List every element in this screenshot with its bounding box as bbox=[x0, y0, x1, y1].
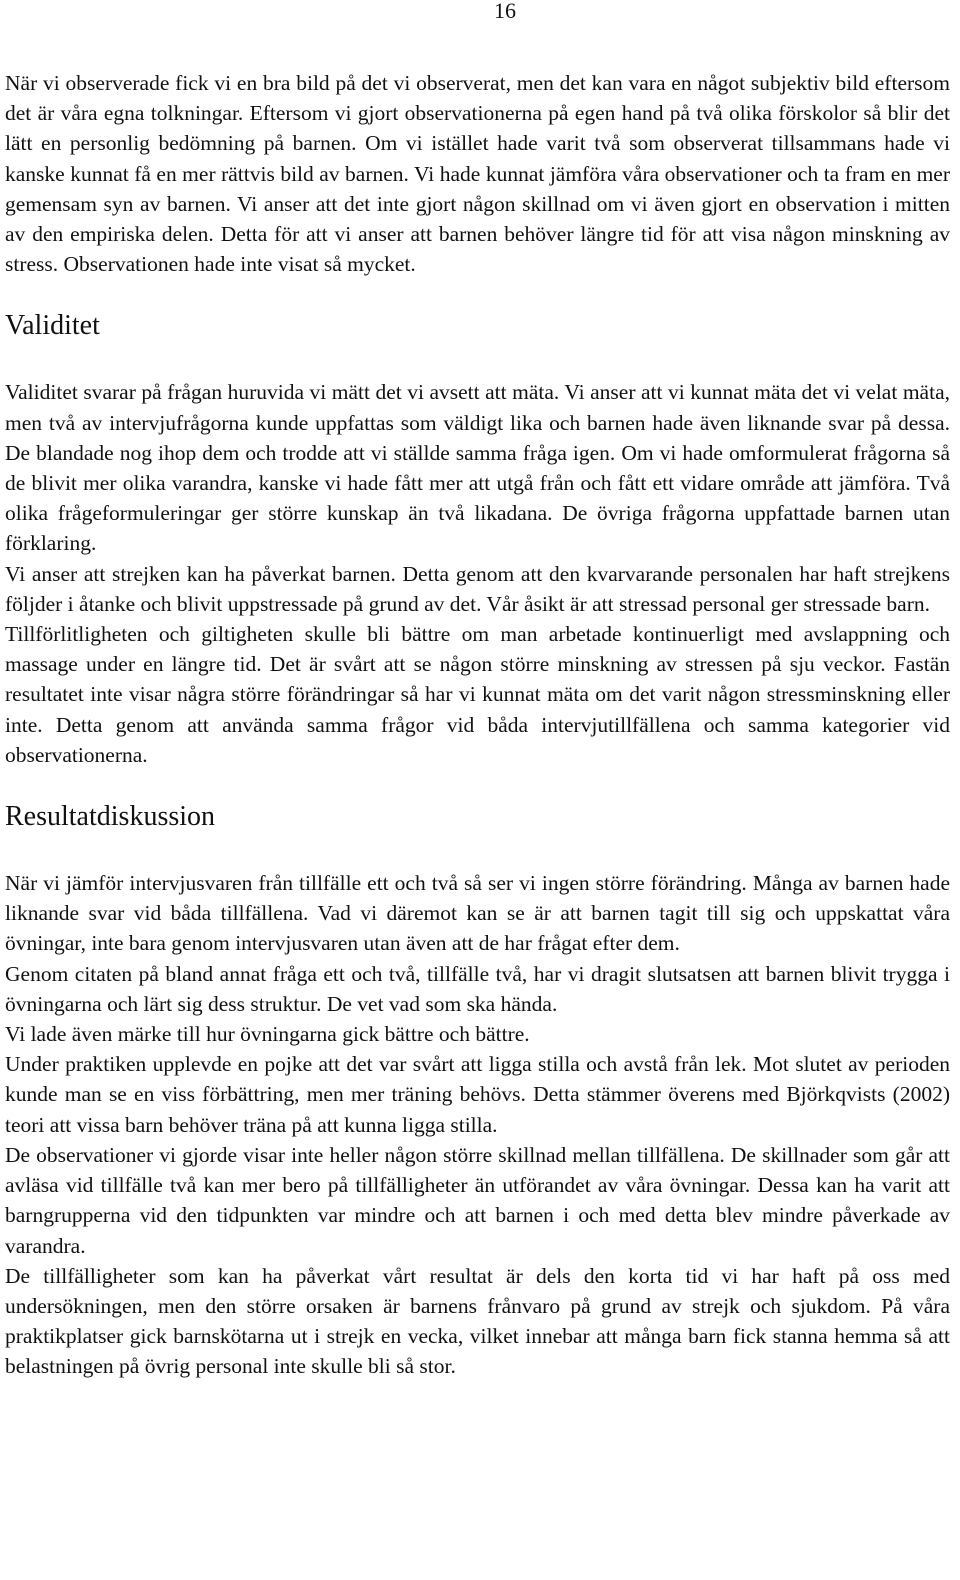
resultat-paragraph-4: Under praktiken upplevde en pojke att det var svårt att ligga stilla och avstå från lek. Mot slutet av perioden kunde man se en viss förbättring, men mer träning behövs. Detta stämmer överens med Björkqvists (2002) teori att vissa barn behöver träna på att kunna ligga stilla. bbox=[5, 1052, 950, 1137]
validitet-paragraph-1: Validitet svarar på frågan huruvida vi mätt det vi avsett att mäta. Vi anser att vi kunnat mäta det vi velat mäta, men två av intervjufrågorna kunde uppfattas som väldigt lika och barnen hade även liknande svar på dessa. De blandade nog ihop dem och trodde att vi ställde samma fråga igen. Om vi hade omformulerat frågorna så de blivit mer olika varandra, kanske vi hade fått mer att utgå från och fått ett vidare område att jämföra. Två olika frågeformuleringar ger större kunskap än två likadana. De övriga frågorna uppfattade barnen utan förklaring. bbox=[5, 380, 950, 556]
resultat-paragraph-1: När vi jämför intervjusvaren från tillfälle ett och två så ser vi ingen större förändring. Många av barnen hade liknande svar vid båda tillfällena. Vad vi däremot kan se är att barnen tagit till sig och uppskattat våra övningar, inte bara genom intervjusvaren utan även att de har frågat efter dem. bbox=[5, 871, 950, 956]
resultatdiskussion-heading: Resultatdiskussion bbox=[5, 801, 216, 833]
validitet-paragraph-2: Vi anser att strejken kan ha påverkat barnen. Detta genom att den kvarvarande personalen har haft strejkens följder i åtanke och blivit uppstressade på grund av det. Vår åsikt är att stressad personal ger stressade barn. bbox=[5, 561, 950, 616]
resultat-paragraph-3: Vi lade även märke till hur övningarna gick bättre och bättre. bbox=[5, 1022, 530, 1047]
validitet-paragraph-3: Tillförlitligheten och giltigheten skulle bli bättre om man arbetade kontinuerligt med avslappning och massage under en längre tid. Det är svårt att se någon större minskning av stressen på sju veckor. Fastän resultatet inte visar några större förändringar så har vi kunnat mäta om det varit någon stressminskning eller inte. Detta genom att använda samma frågor vid båda intervjutillfällena och samma kategorier vid observationerna. bbox=[5, 622, 950, 767]
page-number: 16 bbox=[494, 0, 516, 23]
resultat-paragraph-5: De observationer vi gjorde visar inte heller någon större skillnad mellan tillfällena. De skillnader som går att avläsa vid tillfälle två kan mer bero på tillfälligheter än utförandet av våra övningar. Dessa kan ha varit att barngrupperna vid den tidpunkten var mindre och att barnen i och med detta blev mindre påverkade av varandra. bbox=[5, 1142, 950, 1258]
intro-paragraph: När vi observerade fick vi en bra bild på det vi observerat, men det kan vara en något subjektiv bild eftersom det är våra egna tolkningar. Eftersom vi gjort observationerna på egen hand på två olika förskolor så blir det lätt en personlig bedömning på barnen. Om vi istället hade varit två som observerat tillsammans hade vi kanske kunnat få en mer rättvis bild av barnen. Vi hade kunnat jämföra våra observationer och ta fram en mer gemensam syn av barnen. Vi anser att det inte gjort någon skillnad om vi även gjort en observation i mitten av den empiriska delen. Detta för att vi anser att barnen behöver längre tid för att visa någon minskning av stress. Observationen hade inte visat så mycket. bbox=[5, 71, 950, 277]
validitet-heading: Validitet bbox=[5, 310, 100, 342]
resultat-paragraph-6: De tillfälligheter som kan ha påverkat vårt resultat är dels den korta tid vi har haft på oss med undersökningen, men den större orsaken är barnens frånvaro på grund av strejk och sjukdom. På våra praktikplatser gick barnskötarna ut i strejk en vecka, vilket innebar att många barn fick stanna hemma så att belastningen på övrig personal inte skulle bli så stor. bbox=[5, 1263, 950, 1379]
document-body bbox=[5, 68, 950, 1382]
resultat-paragraph-2: Genom citaten på bland annat fråga ett och två, tillfälle två, har vi dragit slutsatsen att barnen blivit trygga i övningarna och lärt sig dess struktur. De vet vad som ska hända. bbox=[5, 961, 950, 1016]
